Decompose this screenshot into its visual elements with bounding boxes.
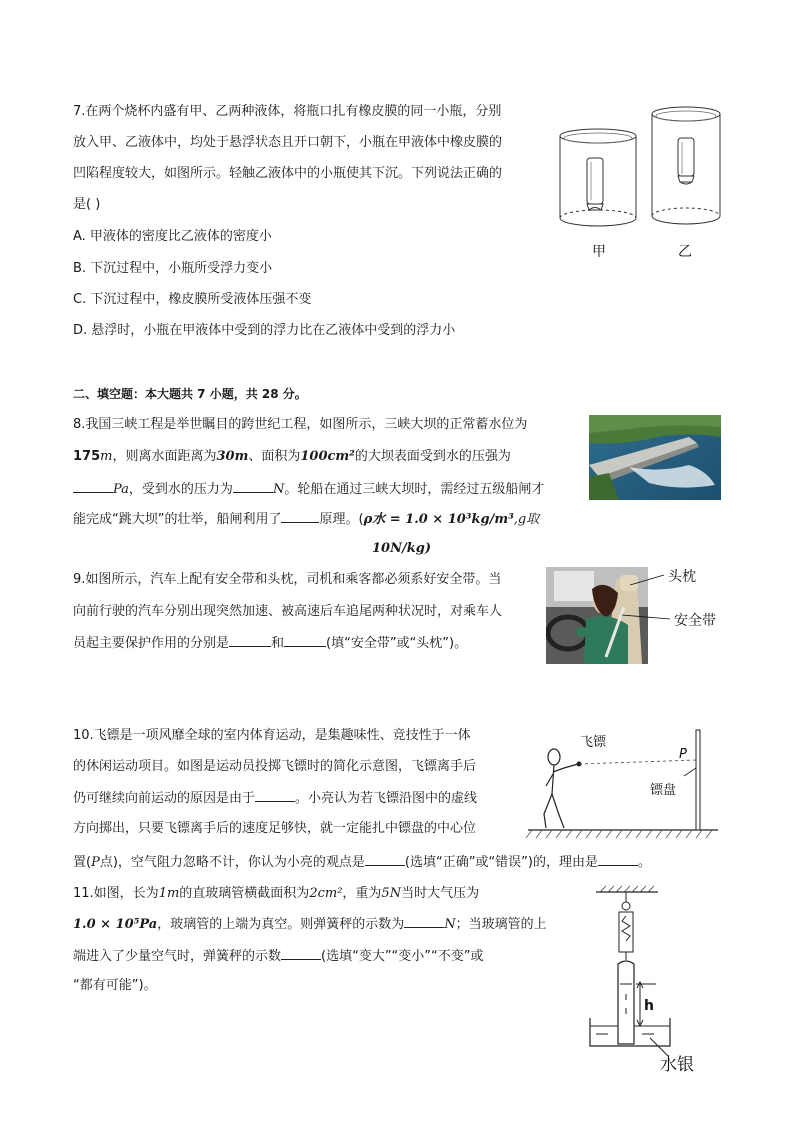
q8-text: 能完成“跳大坝”的壮举，船闸利用了: [73, 512, 282, 527]
q7-stem-line-1: 7.在两个烧杯内盛有甲、乙两种液体，将瓶口扎有橡皮膜的同一小瓶，分别: [73, 104, 502, 119]
label-dartboard: 镖盘: [650, 783, 677, 798]
q7-beakers-figure: [552, 100, 732, 265]
q8-water-level-value: 175: [73, 449, 101, 464]
label-yi: 乙: [678, 244, 692, 260]
q9-line-1: 9.如图所示，汽车上配有安全带和头枕，司机和乘客都必须系好安全带。当: [73, 572, 502, 587]
q10-text: 。: [638, 855, 652, 870]
q11-text: 11.如图，长为: [73, 886, 159, 901]
q8-text: 原理。(: [319, 512, 364, 527]
q8-line-5: 10N/kg): [372, 541, 431, 556]
q11-blank-change[interactable]: [281, 947, 321, 960]
q8-text: 、面积为: [248, 449, 301, 464]
label-seatbelt: 安全带: [674, 613, 716, 629]
q8-water-level-unit: m: [100, 449, 113, 464]
q8-density-formula: ρ水 = 1.0 × 10³kg/m³: [363, 512, 514, 527]
q9-text: (填“安全带”或“头枕”)。: [326, 636, 468, 651]
q8-line-3: [73, 480, 544, 499]
q11-text: ；当玻璃管的上: [455, 917, 547, 932]
q9-blank-2[interactable]: [284, 634, 326, 647]
q8-text: ，则离水面距离为: [112, 449, 217, 464]
q7-option-d: D. 悬浮时，小瓶在甲液体中受到的浮力比在乙液体中受到的浮力小: [73, 323, 456, 338]
q11-blank-reading[interactable]: [404, 915, 444, 928]
label-h: h: [644, 998, 654, 1014]
q7-option-b: B. 下沉过程中，小瓶所受浮力变小: [73, 261, 273, 276]
label-point-p: P: [679, 747, 687, 762]
q10-text: 。小亮认为若飞镖沿图中的虚线: [295, 791, 478, 806]
q11-line-4: “都有可能”)。: [73, 978, 157, 993]
q10-blank-reason[interactable]: [255, 789, 295, 802]
beaker-yi: [652, 107, 720, 224]
q8-blank-force[interactable]: [233, 480, 273, 493]
q11-text: ，重为: [342, 886, 382, 901]
q11-text: 的直玻璃管横截面积为: [179, 886, 310, 901]
dart-throw-figure: [524, 724, 724, 842]
q8-pressure-unit: Pa: [113, 482, 129, 497]
q11-text: 当时大气压为: [401, 886, 480, 901]
q11-text: 端进入了少量空气时，弹簧秤的示数: [73, 949, 282, 964]
q11-weight-value: 5N: [381, 886, 402, 901]
q11-atm-pressure: 1.0 × 10⁵Pa: [73, 917, 158, 932]
q11-line-3: [73, 947, 484, 966]
q8-blank-pressure[interactable]: [73, 480, 113, 493]
q8-line-2: [73, 448, 511, 466]
q10-line-3: [73, 789, 477, 808]
q8-area-value: 100cm²: [300, 449, 355, 464]
q8-text: 。轮船在通过三峡大坝时，需经过五级船闸才: [284, 482, 545, 497]
q11-line-1: [73, 885, 479, 903]
q10-line-1: 10.飞镖是一项风靡全球的室内体育运动，是集趣味性、竞技性于一体: [73, 728, 471, 743]
spring-scale-tube-figure: [580, 884, 725, 1074]
q8-text: 的大坝表面受到水的压强为: [354, 449, 511, 464]
q7-option-a: A. 甲液体的密度比乙液体的密度小: [73, 229, 272, 244]
q10-text: 置(: [73, 855, 92, 870]
q7-stem-line-3: 凹陷程度较大，如图所示。轻触乙液体中的小瓶使其下沉。下列说法正确的: [73, 166, 503, 181]
q10-point-p: P: [91, 855, 100, 870]
q11-area-value: 2cm²: [309, 886, 343, 901]
q9-line-3: [73, 634, 467, 653]
q8-line-4: [73, 510, 539, 529]
q8-text: ,g取: [513, 512, 540, 527]
q8-line-1: 8.我国三峡工程是举世瞩目的跨世纪工程，如图所示，三峡大坝的正常蓄水位为: [73, 417, 528, 432]
q7-stem-line-4: 是( ): [73, 197, 101, 212]
q11-reading-unit: N: [444, 917, 456, 932]
q10-line-4: 方向掷出，只要飞镖离手后的速度足够快，就一定能扎中镖盘的中心位: [73, 821, 477, 836]
q11-line-2: [73, 915, 547, 934]
q8-force-unit: N: [272, 482, 285, 497]
q10-text: 点)，空气阻力忽略不计，你认为小亮的观点是: [99, 855, 365, 870]
label-dart: 飞镖: [580, 735, 607, 750]
q11-length-value: 1m: [158, 886, 180, 901]
q9-line-2: 向前行驶的汽车分别出现突然加速、被高速后车追尾两种状况时，对乘车人: [73, 604, 503, 619]
q11-text: (选填“变大”“变小”“不变”或: [321, 949, 484, 964]
q7-option-c: C. 下沉过程中，橡皮膜所受液体压强不变: [73, 292, 312, 307]
q10-blank-opinion[interactable]: [365, 853, 405, 866]
q9-blank-1[interactable]: [229, 634, 271, 647]
q10-line-2: 的休闲运动项目。如图是运动员投掷飞镖时的简化示意图，飞镖离手后: [73, 759, 477, 774]
q8-depth-value: 30m: [216, 449, 249, 464]
beaker-jia: [560, 129, 636, 226]
q9-text: 员起主要保护作用的分别是: [73, 636, 230, 651]
q10-line-5: [73, 853, 651, 872]
q9-text: 和: [271, 636, 285, 651]
q8-blank-principle[interactable]: [281, 510, 319, 523]
label-mercury: 水银: [660, 1055, 694, 1074]
q8-text: ，受到水的压力为: [128, 482, 233, 497]
q10-text: (选填“正确”或“错误”)的，理由是: [404, 855, 598, 870]
three-gorges-dam-photo: [589, 415, 721, 500]
q10-text: 仍可继续向前运动的原因是由于: [73, 791, 256, 806]
q7-stem-line-2: 放入甲、乙液体中，均处于悬浮状态且开口朝下，小瓶在甲液体中橡皮膜的: [73, 135, 503, 150]
q10-blank-why[interactable]: [598, 853, 638, 866]
q11-text: ，玻璃管的上端为真空。则弹簧秤的示数为: [157, 917, 405, 932]
label-jia: 甲: [592, 244, 606, 260]
label-headrest: 头枕: [668, 569, 696, 585]
car-seat-figure: [546, 567, 726, 667]
section-2-title: 二、填空题：本大题共 7 小题，共 28 分。: [73, 387, 307, 401]
